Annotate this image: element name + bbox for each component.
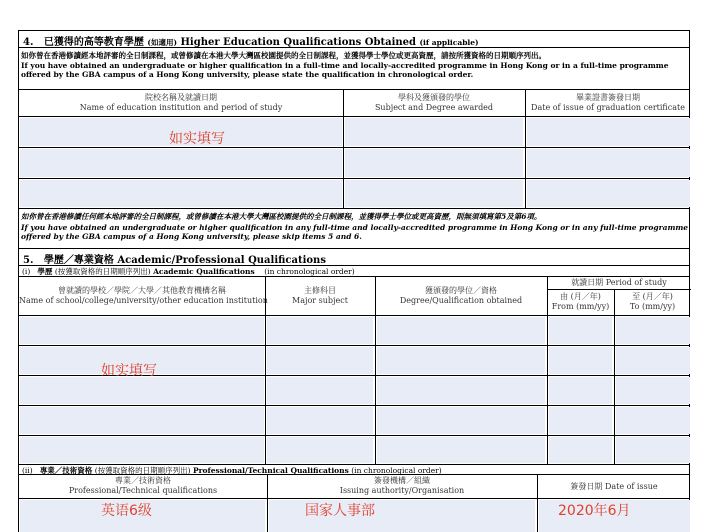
divider (343, 89, 344, 208)
from-field-5[interactable] (549, 437, 612, 463)
qualification-field-5[interactable] (377, 437, 545, 463)
major-field-1[interactable] (267, 317, 373, 344)
major-field-3[interactable] (267, 377, 373, 404)
institution-field-3[interactable] (20, 180, 342, 207)
to-field-2[interactable] (616, 347, 690, 374)
divider (19, 30, 689, 31)
col-school-header: 曾就讀的學校／學院／大學／其他教育機構名稱 Name of school/college/university/other education institution (19, 286, 268, 305)
application-form (18, 30, 690, 532)
graduation-date-field-2[interactable] (527, 149, 690, 177)
from-field-3[interactable] (549, 377, 612, 404)
qualification-field-1[interactable] (377, 317, 545, 344)
subsection-professional-title: (ii) 專業／技術資格 (按獲取資格的日期順序列出) Professional/Technical Qualifications (in chronological order) (22, 466, 442, 475)
institution-field-2[interactable] (20, 149, 342, 177)
to-field-3[interactable] (616, 377, 690, 404)
divider (19, 208, 689, 209)
degree-field-2[interactable] (345, 149, 523, 177)
divider (19, 116, 689, 117)
col-graduation-date-header: 畢業證書簽發日期 Date of issue of graduation certificate (531, 93, 685, 112)
col-professional-qualification-header: 專業／技術資格 Professional/Technical qualifications (68, 476, 218, 495)
to-header: 至 (月／年) To (mm/yy) (629, 292, 676, 311)
divider (375, 276, 376, 464)
major-field-4[interactable] (267, 407, 373, 434)
divider (614, 315, 615, 464)
divider (19, 474, 689, 475)
degree-field-3[interactable] (345, 180, 523, 207)
qualification-field-4[interactable] (377, 407, 545, 434)
divider (19, 435, 689, 436)
period-of-study-header: 就讀日期 Period of study (571, 278, 667, 287)
col-major-header: 主修科目 Major subject (292, 286, 348, 305)
professional-qualification-value: 英语6级 (101, 503, 152, 519)
school-field-1[interactable] (20, 317, 264, 344)
major-field-2[interactable] (267, 347, 373, 374)
from-field-4[interactable] (549, 407, 612, 434)
graduation-date-field-3[interactable] (527, 180, 690, 207)
divider (19, 178, 689, 179)
handwritten-note: 如实填写 (169, 131, 225, 147)
col-qualification-header: 獲頒發的學位／資格 Degree/Qualification obtained (399, 286, 523, 305)
col-degree-header: 學科及獲頒發的學位 Subject and Degree awarded (374, 93, 494, 112)
school-field-4[interactable] (20, 407, 264, 434)
skip-note-zh: 如你曾在香港修讀任何經本地評審的全日制課程，或曾修讀在本港大學大灣區校園提供的全日制課程，並獲得學士學位或更高資歷，則無須填寫第5及第6項。 (21, 212, 542, 221)
school-field-3[interactable] (20, 377, 264, 404)
col-institution-header: 院校名稱及就讀日期 Name of education institution and period of study (79, 93, 283, 112)
col-issuing-authority-header: 簽發機構／組織 Issuing authority/Organisation (339, 476, 465, 495)
divider (19, 47, 689, 48)
divider (19, 498, 689, 499)
to-field-1[interactable] (616, 317, 690, 344)
divider (19, 147, 689, 148)
degree-field-1[interactable] (345, 118, 523, 146)
from-field-1[interactable] (549, 317, 612, 344)
section4-instruction-zh: 如你曾在香港修讀經本地評審的全日制課程，或曾修讀在本港大學大灣區校園提供的全日制課程，並獲得學士學位或更高資歷，請按所獲資格的日期順序列出。 (21, 51, 546, 60)
divider (19, 345, 689, 346)
qualification-field-3[interactable] (377, 377, 545, 404)
col-date-of-issue-header: 簽發日期 Date of issue (570, 482, 658, 491)
divider (525, 89, 526, 208)
issuing-authority-value: 国家人事部 (305, 503, 375, 519)
subsection-academic-title: (i) 學歷 (按獲取資格的日期順序列出) Academic Qualifications (in chronological order) (22, 267, 355, 276)
divider (265, 276, 266, 464)
section4-title: 4. 已獲得的高等教育學歷 (如適用) Higher Education Qualifications Obtained (if applicable) (23, 37, 479, 48)
divider (547, 276, 548, 464)
section4-instruction-en-2: offered by the GBA campus of a Hong Kong university, please state the qualification in chronological order. (21, 70, 474, 79)
divider (19, 405, 689, 406)
divider (19, 315, 689, 316)
divider (19, 276, 689, 277)
graduation-date-field-1[interactable] (527, 118, 690, 146)
from-header: 由 (月／年) From (mm/yy) (551, 292, 610, 311)
qualification-field-2[interactable] (377, 347, 545, 374)
section5-title: 5. 學歷／專業資格 Academic/Professional Qualifications (23, 255, 326, 266)
to-field-4[interactable] (616, 407, 690, 434)
skip-note-en-2: offered by the GBA campus of a Hong Kong university, please skip items 5 and 6. (21, 232, 362, 241)
section4-instruction-en-1: If you have obtained an undergraduate or higher qualification in a full-time and locally-accredited programme in Hong Kong or in a full-time programme (21, 61, 669, 70)
skip-note-en-1: If you have obtained an undergraduate or higher qualification in any full-time and locally-accredited programme in Hong Kong or in any full-time programme (21, 223, 689, 232)
divider (19, 89, 689, 90)
handwritten-note: 如实填写 (101, 363, 157, 379)
divider (19, 248, 689, 249)
date-of-issue-value: 2020年6月 (558, 503, 631, 519)
divider (614, 289, 615, 315)
major-field-5[interactable] (267, 437, 373, 463)
to-field-5[interactable] (616, 437, 690, 463)
divider (547, 289, 691, 290)
school-field-5[interactable] (20, 437, 264, 463)
divider (537, 474, 538, 532)
from-field-2[interactable] (549, 347, 612, 374)
divider (267, 474, 268, 532)
